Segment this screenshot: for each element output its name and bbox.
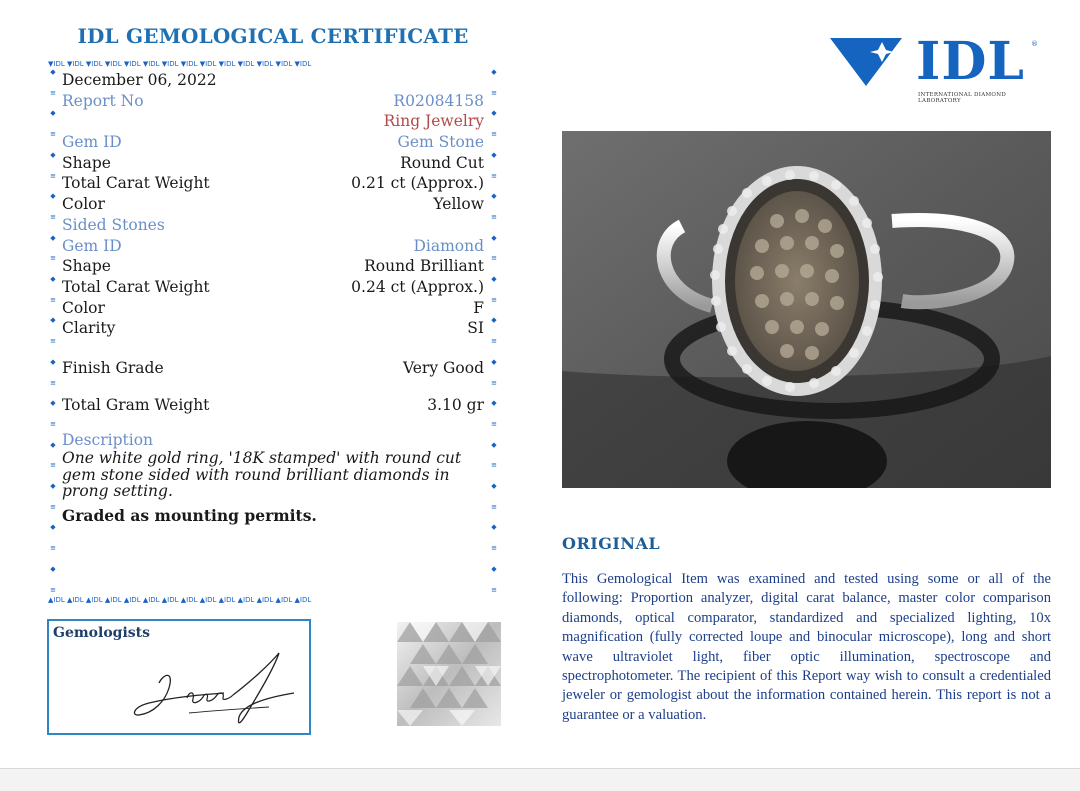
border-top [48,58,498,70]
border-mark: ◆ [50,357,56,366]
border-mark: ≡ [491,295,497,304]
report-no-row [62,91,484,112]
border-mark: ≡ [50,171,56,180]
bottom-strip [0,769,1080,791]
border-mark: ≡ [50,419,56,428]
border-mark: ≡ [50,502,56,511]
border-mark: ≡ [50,254,56,263]
border-mark: ≡ [50,130,56,139]
report-no-label: Report No [62,91,144,110]
description-text: One white gold ring, '18K stamped' with round cut gem stone sided with round brilliant diamonds in prong setting. [62,449,462,501]
border-mark: ≡ [491,130,497,139]
original-title: ORIGINAL [562,534,661,553]
border-top-marks: ▼IDL ▼IDL ▼IDL ▼IDL ▼IDL ▼IDL ▼IDL ▼IDL ▼IDL ▼IDL ▼IDL ▼IDL ▼IDL ▼IDL [48,60,312,68]
border-mark: ≡ [50,544,56,553]
border-mark: ≡ [50,461,56,470]
border-bottom-marks: ▲IDL ▲IDL ▲IDL ▲IDL ▲IDL ▲IDL ▲IDL ▲IDL ▲IDL ▲IDL ▲IDL ▲IDL ▲IDL ▲IDL [48,596,312,604]
border-mark: ◆ [491,109,497,118]
report-no-value: R02084158 [393,91,484,110]
border-mark: ≡ [491,585,497,594]
border-mark: ◆ [491,316,497,325]
border-mark: ◆ [50,109,56,118]
item-type: Ring Jewelry [383,112,484,131]
border-mark: ◆ [491,564,497,573]
gem-shape-row [62,153,484,174]
item-type-row [62,111,484,132]
border-mark: ◆ [50,68,56,76]
certificate-fields [62,70,484,525]
gram-label: Total Gram Weight [62,395,210,414]
border-mark: ◆ [491,523,497,532]
finish-row [62,358,484,379]
border-mark: ◆ [50,399,56,408]
gem-id-row [62,132,484,153]
hologram-seal [397,622,501,726]
border-mark: ≡ [50,88,56,97]
border-mark: ≡ [50,378,56,387]
sided-stones-row [62,215,484,236]
gem-id-label: Gem ID [62,133,122,152]
border-mark: ◆ [491,192,497,201]
border-mark: ≡ [491,88,497,97]
border-mark: ◆ [491,357,497,366]
border-mark: ◆ [50,482,56,491]
logo-subtitle: INTERNATIONAL DIAMOND LABORATORY [918,92,1007,104]
sided-carat-value: 0.24 ct (Approx.) [351,277,484,296]
border-mark: ≡ [491,461,497,470]
sided-shape-row [62,256,484,277]
border-mark: ≡ [491,212,497,221]
gem-shape-value: Round Cut [400,153,484,172]
border-mark: ◆ [50,316,56,325]
description-note: Graded as mounting permits. [62,505,317,525]
sided-carat-row [62,277,484,298]
border-mark: ≡ [50,585,56,594]
diamond-logo-icon [826,34,906,90]
sided-id-value: Diamond [413,236,484,255]
border-mark: ≡ [491,544,497,553]
border-mark: ◆ [50,440,56,449]
gem-color-value: Yellow [433,195,484,214]
border-mark: ◆ [491,399,497,408]
border-mark: ≡ [50,295,56,304]
sided-id-label: Gem ID [62,236,122,255]
finish-label: Finish Grade [62,358,164,377]
sided-id-row [62,236,484,257]
sided-clarity-label: Clarity [62,319,116,338]
sided-carat-label: Total Carat Weight [62,277,210,296]
gemologists-label: Gemologists [53,625,151,641]
border-mark: ◆ [491,482,497,491]
gem-color-row [62,194,484,215]
border-mark: ≡ [491,502,497,511]
border-mark: ≡ [50,212,56,221]
sided-color-value: F [473,298,484,317]
certificate-title: IDL GEMOLOGICAL CERTIFICATE [77,24,469,48]
border-mark: ≡ [491,254,497,263]
sided-shape-label: Shape [62,257,111,276]
border-mark: ◆ [50,564,56,573]
date-row [62,70,484,91]
idl-logo [826,30,1046,102]
gem-carat-row [62,173,484,194]
gem-shape-label: Shape [62,153,111,172]
finish-value: Very Good [402,358,484,377]
border-mark: ◆ [50,150,56,159]
border-right [489,62,499,600]
border-mark: ◆ [50,192,56,201]
sided-shape-value: Round Brilliant [364,257,484,276]
gem-carat-label: Total Carat Weight [62,174,210,193]
sided-clarity-value: SI [467,319,484,338]
border-mark: ◆ [50,275,56,284]
description-label: Description [62,431,154,450]
sided-stones-label: Sided Stones [62,215,165,234]
sided-clarity-row [62,318,484,339]
border-mark: ≡ [491,171,497,180]
border-mark: ◆ [491,150,497,159]
gram-row [62,395,484,416]
border-mark: ◆ [491,440,497,449]
gem-color-label: Color [62,195,105,214]
border-mark: ◆ [491,68,497,76]
original-text: This Gemological Item was examined and tested using some or all of the following: Proportion analyzer, digital carat balance, master color comparison diamonds, optical comparator, standardized and specialized lighting, 10x magnification (fully corrected loupe and binocular microscope), long and short wave ultraviolet light, fiber optic illumination, spectroscope and spectrophotometer. The recipient of this Report way wish to consult a credentialed jeweler or gemologist about the information contained herein. This report is not a guarantee or a valuation. [562,571,1051,723]
border-mark: ≡ [50,337,56,346]
gemologists-box [47,619,311,735]
border-mark: ◆ [491,233,497,242]
border-mark: ≡ [491,419,497,428]
logo-registered-mark: ® [1031,40,1038,48]
gram-value: 3.10 gr [427,395,484,414]
signature-image [129,643,309,733]
sided-color-row [62,298,484,319]
border-mark: ◆ [50,233,56,242]
border-mark: ≡ [491,337,497,346]
gem-id-value: Gem Stone [397,133,484,152]
ring-photo [562,131,1051,488]
logo-text: IDL [916,31,1025,92]
border-mark: ◆ [491,275,497,284]
border-mark: ◆ [50,523,56,532]
border-left [48,62,58,600]
report-date: December 06, 2022 [62,71,217,89]
border-mark: ≡ [491,378,497,387]
border-bottom [48,594,498,606]
sided-color-label: Color [62,298,105,317]
gem-carat-value: 0.21 ct (Approx.) [351,174,484,193]
